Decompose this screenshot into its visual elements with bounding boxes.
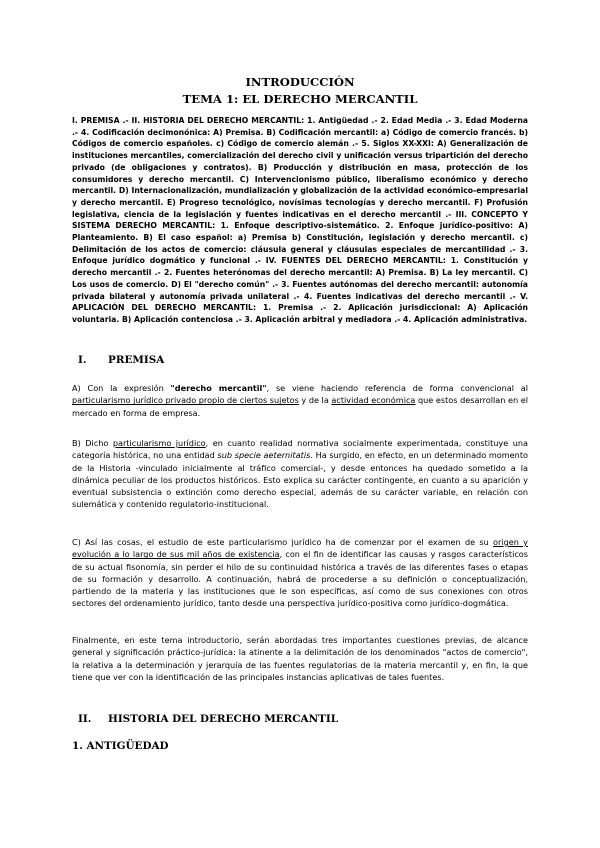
underlined-phrase: actividad económica <box>331 395 416 406</box>
bold-term: "derecho mercantil" <box>170 383 267 393</box>
section-number: I. <box>78 354 87 366</box>
text-run: A) Con la expresión <box>72 383 171 393</box>
section-number: II. <box>78 713 92 725</box>
title-tema: TEMA 1: EL DERECHO MERCANTIL <box>182 92 418 106</box>
subsection-heading-antiguedad: 1. ANTIGÜEDAD <box>72 740 169 752</box>
text-run: . Ha surgido, en efecto, en un determinado momento de la Historia -vinculado inicialmente al tráfico comercial-, y desde entonces ha quedado sometido a la dinámica peculiar de los productos históricos. Esto explica su carácter contingente, en cuanto a su aparición y eventual subsistencia o extinción como derecho especial, además de su carácter variable, en relación con sulemática y contenido regulatorio-institucional. <box>72 450 528 510</box>
section-heading-historia <box>72 713 338 725</box>
table-of-contents-summary: I. PREMISA .- II. HISTORIA DEL DERECHO MERCANTIL: 1. Antigüedad .- 2. Edad Media .- 3. Edad Moderna .- 4. Codificación decimonónica: A) Premisa. B) Codificación mercantil: a) Código de comercio francés. b) Códigos de comercio españoles. c) Código de comercio alemán .- 5. Siglos XX-XXI: A) Generalización de instituciones mercantiles, comercialización del derecho civil y unificación versus tripartición del derecho privado (de obligaciones y contratos). B) Producción y distribución en masa, protección de los consumidores y derecho mercantil. C) Intervencionismo público, liberalismo económico y derecho mercantil. D) Internacionalización, mundialización y globalización de la actividad económico-empresarial y derecho mercantil. E) Progreso tecnológico, novísimas tecnologías y derecho mercantil. F) Profusión legislativa, ciencia de la legislación y fuentes indicativas en el derecho mercantil .- III. CONCEPTO Y SISTEMA DERECHO MERCANTIL: 1. Enfoque descriptivo-sistemático. 2. Enfoque jurídico-positivo: A) Planteamiento. B) El caso español: a) Premisa b) Constitución, legislación y derecho mercantil. c) Delimitación de los actos de comercio: cláusula general y cláusulas especiales de mercantilidad .- 3. Enfoque jurídico dogmático y funcional .- IV. FUENTES DEL DERECHO MERCANTIL: 1. Constitución y derecho mercantil .- 2. Fuentes heterónomas del derecho mercantil: A) Premisa. B) La ley mercantil. C) Los usos de comercio. D) El "derecho común" .- 3. Fuentes autónomas del derecho mercantil: autonomía privada bilateral y autonomía privada unilateral .- 4. Fuentes indicativas del derecho mercantil .- V. APLICACIÓN DEL DERECHO MERCANTIL: 1. Premisa .- 2. Aplicación jurisdiccional: A) Aplicación voluntaria. B) Aplicación contenciosa .- 3. Aplicación arbitral y mediadora .- 4. Aplicación administrativa. <box>72 116 528 324</box>
text-run: y de la <box>298 395 332 406</box>
underlined-phrase: particularismo jurídico privado propio de ciertos sujetos <box>72 395 299 406</box>
section-title: HISTORIA DEL DERECHO MERCANTIL <box>108 713 339 725</box>
underlined-phrase: particularismo jurídico <box>112 438 206 448</box>
paragraph-a <box>72 382 528 419</box>
section-heading-premisa <box>72 354 164 366</box>
text-run: B) Dicho <box>72 438 113 448</box>
paragraph-b <box>72 437 528 511</box>
italic-phrase: sub specie aeternitatis <box>217 450 311 461</box>
section-title: PREMISA <box>108 354 165 366</box>
paragraph-final: Finalmente, en este tema introductorio, serán abordadas tres importantes cuestiones previas, de alcance general y significación práctico-jurídica: la atinente a la delimitación de los denominados "actos de comercio", la relativa a la determinación y jerarquía de las fuentes regulatorias de la materia mercantil y, en fin, la que tiene que ver con la identificación de las principales instancias aplicativas de tales fuentes. <box>72 635 528 682</box>
text-run: C) Así las cosas, el estudio de este particularismo jurídico ha de comenzar por el examen de su <box>72 537 494 547</box>
text-run: , con el fin de identificar las causas y rasgos característicos de su actual fisonomía, sin perder el hilo de su continuidad histórica a través de las diferentes fases o etapas de su formación y desarrollo. A continuación, habrá de procederse a su definición o conceptualización, partiendo de la materia y las instituciones que le son específicas, así como de sus conexiones con otros sectores del ordenamiento jurídico, tanto desde una perspectiva jurídico-positiva como jurídico-dogmática. <box>72 549 528 609</box>
text-run: , en cuanto realidad normativa socialmente experimentada, constituye una categoría histórica, no una entidad <box>72 438 528 461</box>
title-introduccion: INTRODUCCIÓN <box>245 75 355 89</box>
paragraph-c <box>72 536 528 610</box>
text-run: , se viene haciendo referencia de forma convencional al <box>266 383 529 393</box>
text-run: que estos desarrollan en el mercado en forma de empresa. <box>72 395 528 418</box>
underlined-phrase: origen y evolución a lo largo de sus mil años de existencia <box>72 537 528 560</box>
